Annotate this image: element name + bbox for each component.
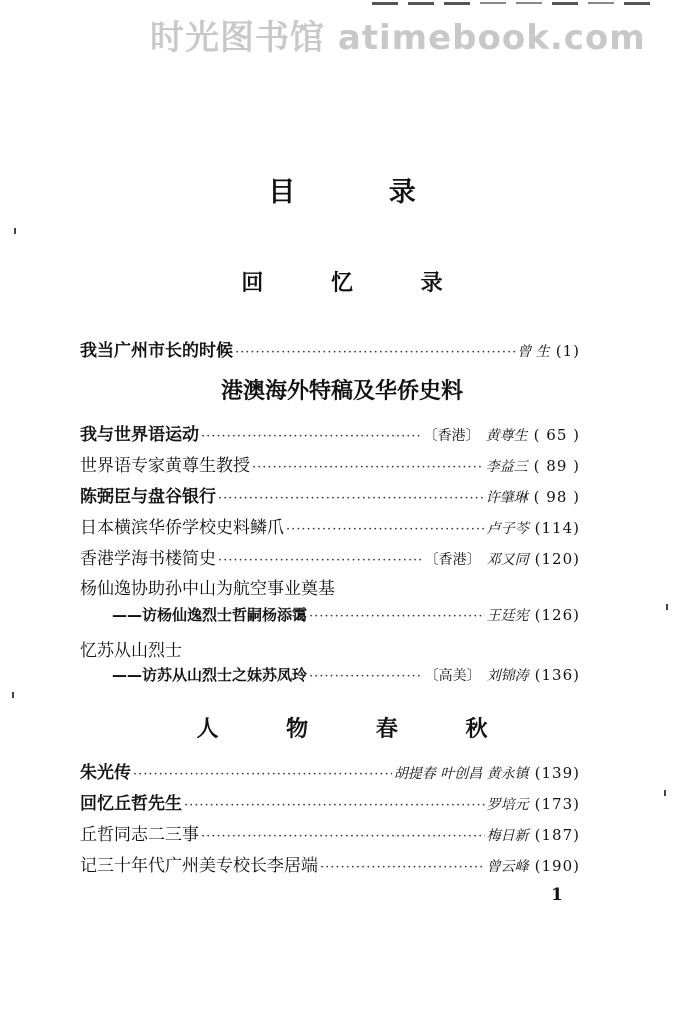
- dot-leader: [309, 609, 485, 624]
- entry-title: 回忆丘哲先生: [80, 794, 182, 814]
- dot-leader: [184, 798, 485, 813]
- entry-title: 记三十年代广州美专校长李居端: [80, 856, 318, 876]
- scan-speck: [664, 790, 666, 796]
- entry-title: 我与世界语运动: [80, 425, 199, 445]
- entry-title: 香港学海书楼简史: [80, 549, 216, 569]
- entry-author: 曾 生: [517, 344, 550, 360]
- top-edge-marks: [372, 2, 650, 5]
- entry-title: 朱光传: [80, 763, 131, 783]
- entry-page: (126): [534, 606, 580, 624]
- dot-leader: [235, 345, 515, 360]
- section-heading-biographies: 人 物 春 秋: [196, 717, 518, 742]
- entry-subtitle: ——访杨仙逸烈士哲嗣杨添霭: [112, 606, 308, 624]
- watermark: 时光图书馆 atimebook.com: [150, 18, 646, 58]
- dot-leader: [218, 491, 484, 506]
- entry-page: (173): [534, 795, 580, 813]
- entry-region: 〔香港〕: [424, 552, 481, 568]
- toc-entry[interactable]: [80, 820, 580, 846]
- entry-region: 〔香港〕: [423, 428, 480, 444]
- entry-title[interactable]: 忆苏从山烈士: [80, 641, 182, 661]
- dot-leader: [133, 767, 392, 782]
- entry-page: ( 98 ): [533, 488, 580, 506]
- dot-leader: [252, 460, 484, 475]
- entry-title: 日本横滨华侨学校史料鳞爪: [80, 518, 284, 538]
- entry-author: 刘锦涛: [486, 668, 529, 684]
- entry-title: 陈弼臣与盘谷银行: [80, 487, 216, 507]
- dot-leader: [201, 829, 485, 844]
- dot-leader: [309, 669, 423, 684]
- entry-title: 世界语专家黄尊生教授: [80, 456, 250, 476]
- dot-leader: [320, 860, 485, 875]
- section-heading-memoirs: 回 忆 录: [241, 271, 473, 296]
- entry-page: (120): [534, 550, 580, 568]
- entry-title: 丘哲同志二三事: [80, 825, 199, 845]
- entry-page: (187): [534, 826, 580, 844]
- scan-speck: [12, 692, 14, 698]
- toc-entry[interactable]: [80, 544, 580, 570]
- toc-entry[interactable]: [80, 336, 580, 362]
- entry-author: 曾云峰: [486, 859, 529, 875]
- toc-entry[interactable]: [80, 851, 580, 877]
- entry-page: (1): [555, 342, 580, 360]
- entry-author: 罗培元: [486, 797, 529, 813]
- entry-page: (139): [534, 764, 580, 782]
- entry-title: 我当广州市长的时候: [80, 341, 233, 361]
- entry-page: (114): [534, 519, 580, 537]
- entry-page: ( 65 ): [533, 426, 580, 444]
- page-number: 1: [551, 885, 563, 905]
- dot-leader: [286, 522, 485, 537]
- scan-speck: [14, 228, 16, 234]
- entry-author: 李益三: [485, 459, 528, 475]
- entry-subtitle: ——访苏从山烈士之妹苏凤玲: [112, 666, 308, 684]
- entry-author: 黄尊生: [485, 428, 528, 444]
- entry-page: (190): [534, 857, 580, 875]
- entry-author: 胡提春 叶创昌 黄永镇: [393, 766, 529, 782]
- toc-entry[interactable]: [80, 789, 580, 815]
- entry-title[interactable]: 杨仙逸协助孙中山为航空事业奠基: [80, 579, 335, 599]
- toc-entry[interactable]: [80, 758, 580, 784]
- dot-leader: [218, 553, 423, 568]
- scan-speck: [666, 604, 668, 610]
- entry-author: 梅日新: [486, 828, 529, 844]
- entry-page: ( 89 ): [533, 457, 580, 475]
- page-title: 目 录: [268, 177, 458, 208]
- toc-entry[interactable]: [112, 664, 580, 690]
- dot-leader: [201, 429, 422, 444]
- entry-author: 卢子芩: [486, 521, 529, 537]
- entry-author: 邓又同: [486, 552, 529, 568]
- toc-entry[interactable]: [80, 513, 580, 539]
- entry-page: (136): [534, 666, 580, 684]
- toc-entry[interactable]: [80, 420, 580, 446]
- entry-author: 王廷宪: [486, 608, 529, 624]
- toc-entry[interactable]: [80, 482, 580, 508]
- section-heading-overseas: 港澳海外特稿及华侨史料: [220, 379, 463, 404]
- entry-region: 〔高美〕: [424, 668, 481, 684]
- entry-author: 许肇琳: [485, 490, 528, 506]
- toc-entry[interactable]: [112, 604, 580, 630]
- toc-entry[interactable]: [80, 451, 580, 477]
